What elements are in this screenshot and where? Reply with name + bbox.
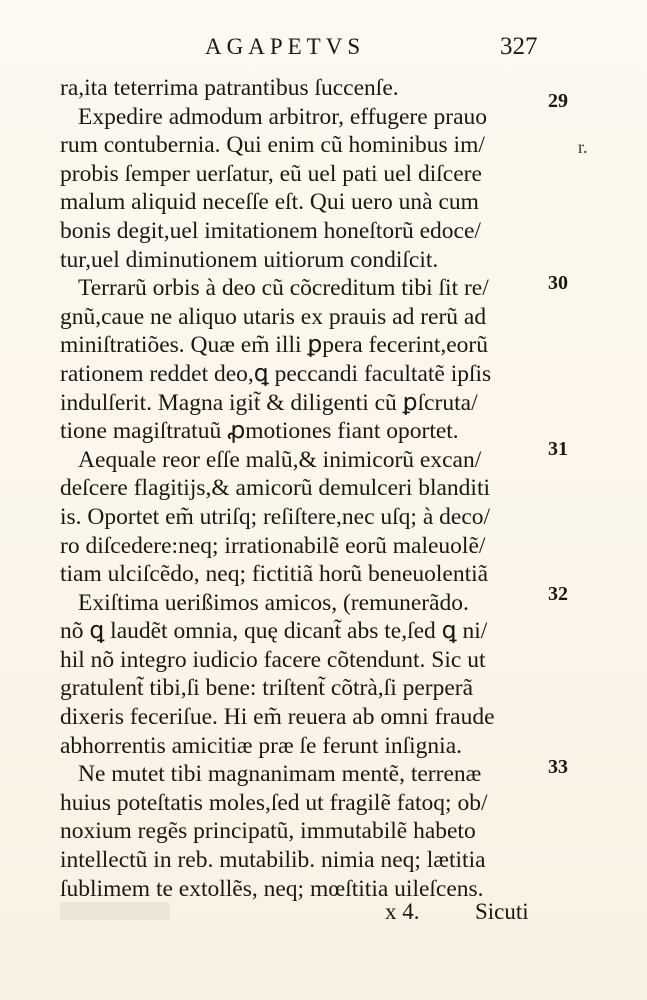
text-line: Terrarũ orbis à deo cũ cõcreditum tibi ſit re/ <box>78 275 489 302</box>
text-line: Exiſtima uerißimos amicos, (remunerãdo. <box>78 589 469 616</box>
signature-mark: x 4. <box>385 899 420 924</box>
text-line: ſublimem te extollẽs, neq; mœſtitia uileſcens. <box>60 875 484 902</box>
margin-mark: r. <box>578 137 588 157</box>
text-line: huius poteſtatis moles,ſed ut fragilẽ fatoq; ob/ <box>60 789 488 816</box>
margin-number: 30 <box>548 272 568 294</box>
text-line: noxium regẽs principatũ, immutabilẽ habeto <box>60 818 476 845</box>
running-head: AGAPETVS <box>205 34 366 59</box>
text-block <box>60 74 550 903</box>
text-line: tiam ulciſcẽdo, neq; fictitiã horũ beneuolentiã <box>60 561 489 588</box>
text-line: nõ ꝗ laudẽt omnia, quę dicant̃ abs te,ſed ꝗ ni/ <box>60 618 488 645</box>
margin-number: 32 <box>548 583 568 605</box>
text-line: Ne mutet tibi magnanimam mentẽ, terrenæ <box>78 761 482 788</box>
text-line: miniſtratiões. Quæ em̃ illi ꝑpera fecerint,eorũ <box>60 332 488 359</box>
text-line: indulſerit. Magna igit̃ & diligenti cũ ꝑſcruta/ <box>60 389 478 416</box>
text-line: rationem reddet deo,ꝗ peccandi facultatẽ ipſis <box>60 360 492 387</box>
text-line: Aequale reor eſſe malũ,& inimicorũ excan/ <box>78 446 482 473</box>
catchword: Sicuti <box>475 899 529 924</box>
text-line: Expedire admodum arbitror, effugere prauo <box>78 103 488 130</box>
margin-number: 31 <box>548 438 568 460</box>
text-line: gratulent̃ tibi,ſi bene: triſtent̃ cõtrà,ſi perperã <box>60 675 474 702</box>
text-line: ro diſcedere:neq; irrationabilẽ eorũ maleuolẽ/ <box>60 532 486 559</box>
show-through-text <box>60 902 170 920</box>
text-line: abhorrentis amicitiæ præ ſe ferunt inſignia. <box>60 732 463 759</box>
text-line: intellectũ in reb. mutabilib. nimia neq; lætitia <box>60 847 486 874</box>
text-line: gnũ,caue ne aliquo utaris ex prauis ad rerũ ad <box>60 303 487 330</box>
text-line: deſcere flagitijs,& amicorũ demulceri blanditi <box>60 475 491 502</box>
text-line: rum contubernia. Qui enim cũ hominibus im/ <box>60 132 485 159</box>
text-line: bonis degit,uel imitationem honeſtorũ edoce/ <box>60 217 481 244</box>
text-line: probis ſemper uerſatur, eũ uel pati uel diſcere <box>60 160 482 187</box>
margin-number: 33 <box>548 756 568 778</box>
text-line: malum aliquid neceſſe eſt. Qui uero unà cum <box>60 189 479 216</box>
text-line: ra,ita teterrima patrantibus ſuccenſe. <box>60 75 399 101</box>
text-line: tione magiſtratuũ ꝓmotiones fiant oportet. <box>60 418 459 445</box>
text-line: dixeris feceriſue. Hi em̃ reuera ab omni fraude <box>60 704 495 731</box>
page-number: 327 <box>500 33 538 60</box>
text-line: hil nõ integro iudicio facere cõtendunt. Sic ut <box>60 646 486 673</box>
text-line: is. Oportet em̃ utriſq; reſiſtere,nec uſq; à deco/ <box>60 503 491 530</box>
margin-number: 29 <box>548 90 568 112</box>
text-line: tur,uel diminutionem uitiorum condiſcit. <box>60 246 439 273</box>
